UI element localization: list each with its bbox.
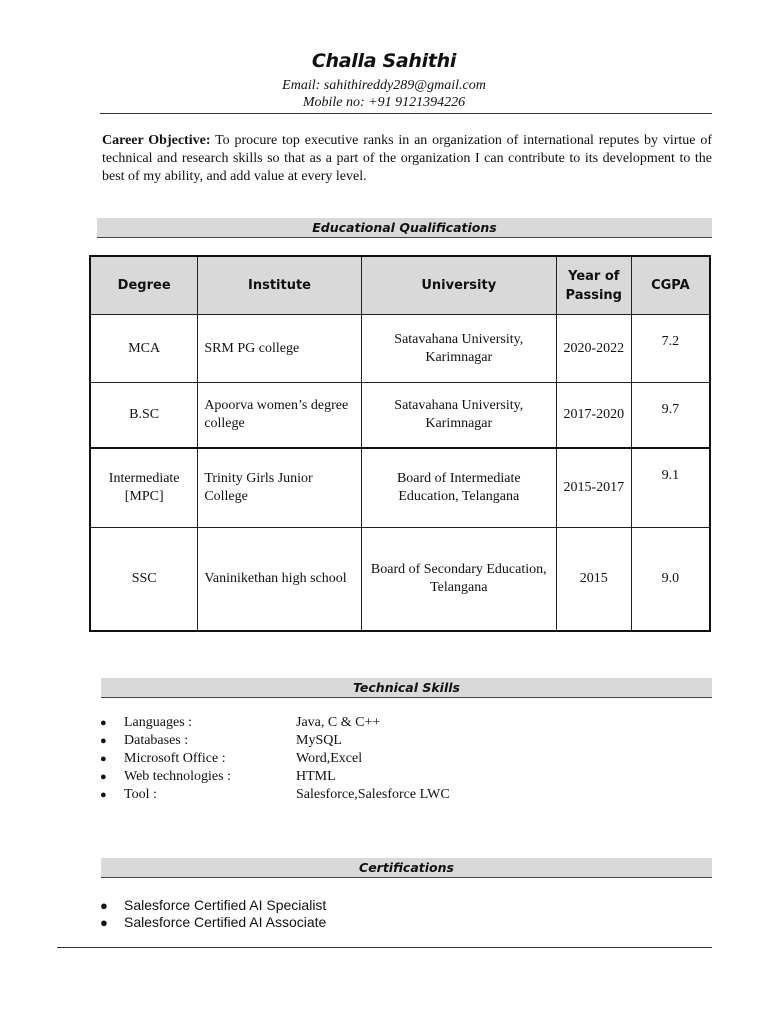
list-item xyxy=(100,768,450,786)
skill-label: Tool : xyxy=(124,787,157,802)
email-line: Email: sahithireddy289@gmail.com xyxy=(282,78,486,93)
bullet-icon: ● xyxy=(100,753,107,765)
header-divider xyxy=(100,113,712,114)
objective-text: To procure top executive ranks in an organization of international reputes by virtue of technical and research skills so that as a part of the organization I can contribute to its development to the best of my ability, and add value at every level. xyxy=(102,133,712,184)
bullet-icon: ● xyxy=(100,735,107,747)
degree-cell: SSC xyxy=(90,528,198,631)
list-item xyxy=(100,732,450,750)
col-university: University xyxy=(361,256,556,315)
skills-section-title: Technical Skills xyxy=(101,678,712,698)
bullet-icon: ● xyxy=(100,898,108,913)
skill-label: Languages : xyxy=(124,715,193,730)
table-row xyxy=(90,528,710,631)
university-cell: Board of Secondary Education, Telangana xyxy=(361,528,556,631)
list-item xyxy=(100,897,326,914)
col-institute: Institute xyxy=(198,256,361,315)
table-row xyxy=(90,315,710,383)
university-cell: Satavahana University, Karimnagar xyxy=(361,315,556,383)
year-cell: 2015 xyxy=(556,528,631,631)
cgpa-cell: 9.0 xyxy=(631,528,710,631)
bullet-icon: ● xyxy=(100,915,108,930)
skill-value: Java, C & C++ xyxy=(296,715,381,730)
institute-cell: Vaninikethan high school xyxy=(198,528,361,631)
degree-cell: Intermediate [MPC] xyxy=(90,448,198,528)
list-item xyxy=(100,914,326,931)
degree-cell: B.SC xyxy=(90,383,198,448)
institute-cell: Trinity Girls Junior College xyxy=(198,448,361,528)
certification-name: Salesforce Certified AI Associate xyxy=(124,914,327,930)
skill-value: Word,Excel xyxy=(296,751,363,766)
col-year: Year of Passing xyxy=(556,256,631,315)
mobile-line: Mobile no: +91 9121394226 xyxy=(302,95,466,110)
list-item xyxy=(100,786,450,804)
institute-cell: Apoorva women’s degree college xyxy=(198,383,361,448)
certifications-section-title: Certifications xyxy=(101,858,712,878)
year-cell: 2017-2020 xyxy=(556,383,631,448)
skill-label: Microsoft Office : xyxy=(124,751,226,766)
certification-name: Salesforce Certified AI Specialist xyxy=(124,897,327,913)
bullet-icon: ● xyxy=(100,789,107,801)
skill-value: HTML xyxy=(296,769,336,784)
cgpa-cell: 9.1 xyxy=(631,448,710,528)
year-cell: 2020-2022 xyxy=(556,315,631,383)
institute-cell: SRM PG college xyxy=(198,315,361,383)
skill-value: MySQL xyxy=(296,733,342,748)
list-item xyxy=(100,714,450,732)
career-objective xyxy=(102,132,712,186)
table-row xyxy=(90,383,710,448)
year-cell: 2015-2017 xyxy=(556,448,631,528)
table-header-row xyxy=(90,256,710,315)
cgpa-cell: 9.7 xyxy=(631,383,710,448)
skills-list xyxy=(100,714,450,804)
skill-label: Databases : xyxy=(124,733,189,748)
university-cell: Board of Intermediate Education, Telangana xyxy=(361,448,556,528)
certifications-list xyxy=(100,897,326,931)
education-section-title: Educational Qualifications xyxy=(97,218,712,238)
objective-label: Career Objective: xyxy=(102,133,211,148)
table-row xyxy=(90,448,710,528)
degree-cell: MCA xyxy=(90,315,198,383)
skill-label: Web technologies : xyxy=(124,769,231,784)
bullet-icon: ● xyxy=(100,717,107,729)
col-degree: Degree xyxy=(90,256,198,315)
candidate-name: Challa Sahithi xyxy=(311,50,457,72)
skill-value: Salesforce,Salesforce LWC xyxy=(296,787,450,802)
footer-divider xyxy=(57,947,712,948)
cgpa-cell: 7.2 xyxy=(631,315,710,383)
col-cgpa: CGPA xyxy=(631,256,710,315)
bullet-icon: ● xyxy=(100,771,107,783)
education-table xyxy=(89,255,711,632)
university-cell: Satavahana University, Karimnagar xyxy=(361,383,556,448)
list-item xyxy=(100,750,450,768)
